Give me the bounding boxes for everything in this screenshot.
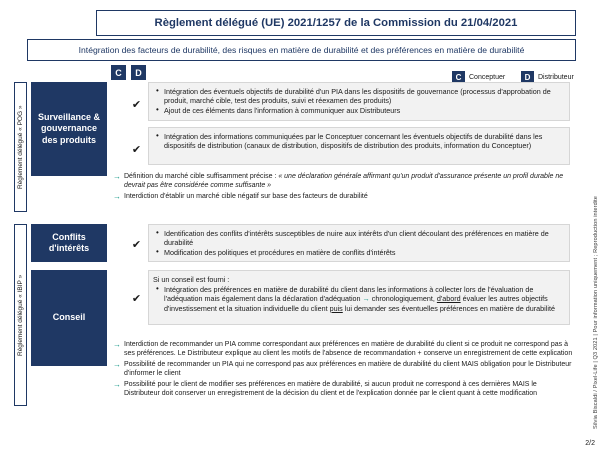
check-conseil-row1: ✔ <box>131 292 142 305</box>
side-label-pog: Règlement délégué « POG » <box>14 82 27 212</box>
page-subtitle-box <box>27 39 576 61</box>
page-title-box <box>96 10 576 36</box>
column-header-distributor: D <box>131 65 146 80</box>
conseil-intro: Si un conseil est fourni : <box>153 275 230 284</box>
content-box-conflits-row1 <box>148 224 570 262</box>
page-number: 2/2 <box>585 440 595 447</box>
check-surveillance-row1: ✔ <box>131 98 142 111</box>
list-item: • Identification des conflits d'intérêts susceptibles de nuire aux intérêts d'un client découlant des préférences en matière de durabilité <box>164 229 563 247</box>
section-label-conflits: Conflits d'intérêts <box>31 224 107 262</box>
notes-conseil <box>113 340 573 401</box>
list-item: • Modification des politiques et procédures en matière de conflits d'intérêts <box>164 248 563 257</box>
content-box-surveillance-row2 <box>148 127 570 165</box>
note-line: → Définition du marché cible suffisamment précise : « une déclaration générale affirmant qu'un produit d'assurance présente un profil durable ne devrait pas être considérée comme suffisante » <box>113 172 573 190</box>
legend-conceptor-label: Conceptuer <box>469 74 506 81</box>
notes-surveillance <box>113 172 573 203</box>
note-line: → Interdiction d'établir un marché cible négatif sur base des facteurs de durabilité <box>113 192 573 201</box>
list-item: • Intégration des éventuels objectifs de durabilité d'un PIA dans les dispositifs de gouvernance (processus d'approbation de produit, marché cible, test des produits, suivi et réexamen des produits) <box>164 87 563 105</box>
note-line: → Possibilité pour le client de modifier ses préférences en matière de durabilité, si aucun produit ne correspond à ces dernières MAIS le Distributeur doit conserver un enregistrement de la décision du client et de l'explication donnée par le client quant à cette modification <box>113 380 573 398</box>
check-conflits-row1: ✔ <box>131 238 142 251</box>
page-subtitle: Intégration des facteurs de durabilité, des risques en matière de durabilité et des préférences en matière de durabilité <box>78 45 525 55</box>
page-title: Règlement délégué (UE) 2021/1257 de la Commission du 21/04/2021 <box>154 16 518 29</box>
content-box-surveillance-row1 <box>148 82 570 121</box>
section-label-surveillance: Surveillance & gouvernance des produits <box>31 82 107 176</box>
legend-distributor-chip: D <box>521 71 534 84</box>
credit-text: Silvia Biscaldi / Pixel-Life | Q3 2021 | Pour information uniquement ; Reproduction interdite <box>593 196 599 429</box>
legend-conceptor-chip: C <box>452 71 465 84</box>
list-item: • Intégration des préférences en matière de durabilité du client dans les informations à collecter lors de l'évaluation de l'adéquation mais également dans la déclaration d'adéquation → chronologiquement, d'abord évaluer les autres objectifs d'investissement et la situation individuelle du client puis lui demander ses éventuelles préférences en matière de durabilité <box>164 285 563 313</box>
check-surveillance-row2: ✔ <box>131 143 142 156</box>
legend-distributor-label: Distributeur <box>538 74 574 81</box>
section-label-conseil: Conseil <box>31 270 107 366</box>
content-box-conseil-row1 <box>148 270 570 325</box>
column-header-conceptor: C <box>111 65 126 80</box>
side-label-ibip: Règlement délégué « IBIP » <box>14 224 27 406</box>
list-item: • Ajout de ces éléments dans l'information à communiquer aux Distributeurs <box>164 106 563 115</box>
list-item: • Intégration des informations communiquées par le Conceptuer concernant les éventuels objectifs de durabilité dans les dispositifs de distribution (canaux de distribution, dispositifs de distribution des produits, information du Conceptuer) <box>164 132 563 150</box>
note-line: → Interdiction de recommander un PIA comme correspondant aux préférences en matière de durabilité du client si ce produit ne correspond pas à ses préférences. Le Distributeur explique au client les motifs de l'absence de recommandation + conserve un enregistrement de cette explication <box>113 340 573 358</box>
note-line: → Possibilité de recommander un PIA qui ne correspond pas aux préférences en matière de durabilité du client MAIS obligation pour le Distributeur d'informer le client <box>113 360 573 378</box>
